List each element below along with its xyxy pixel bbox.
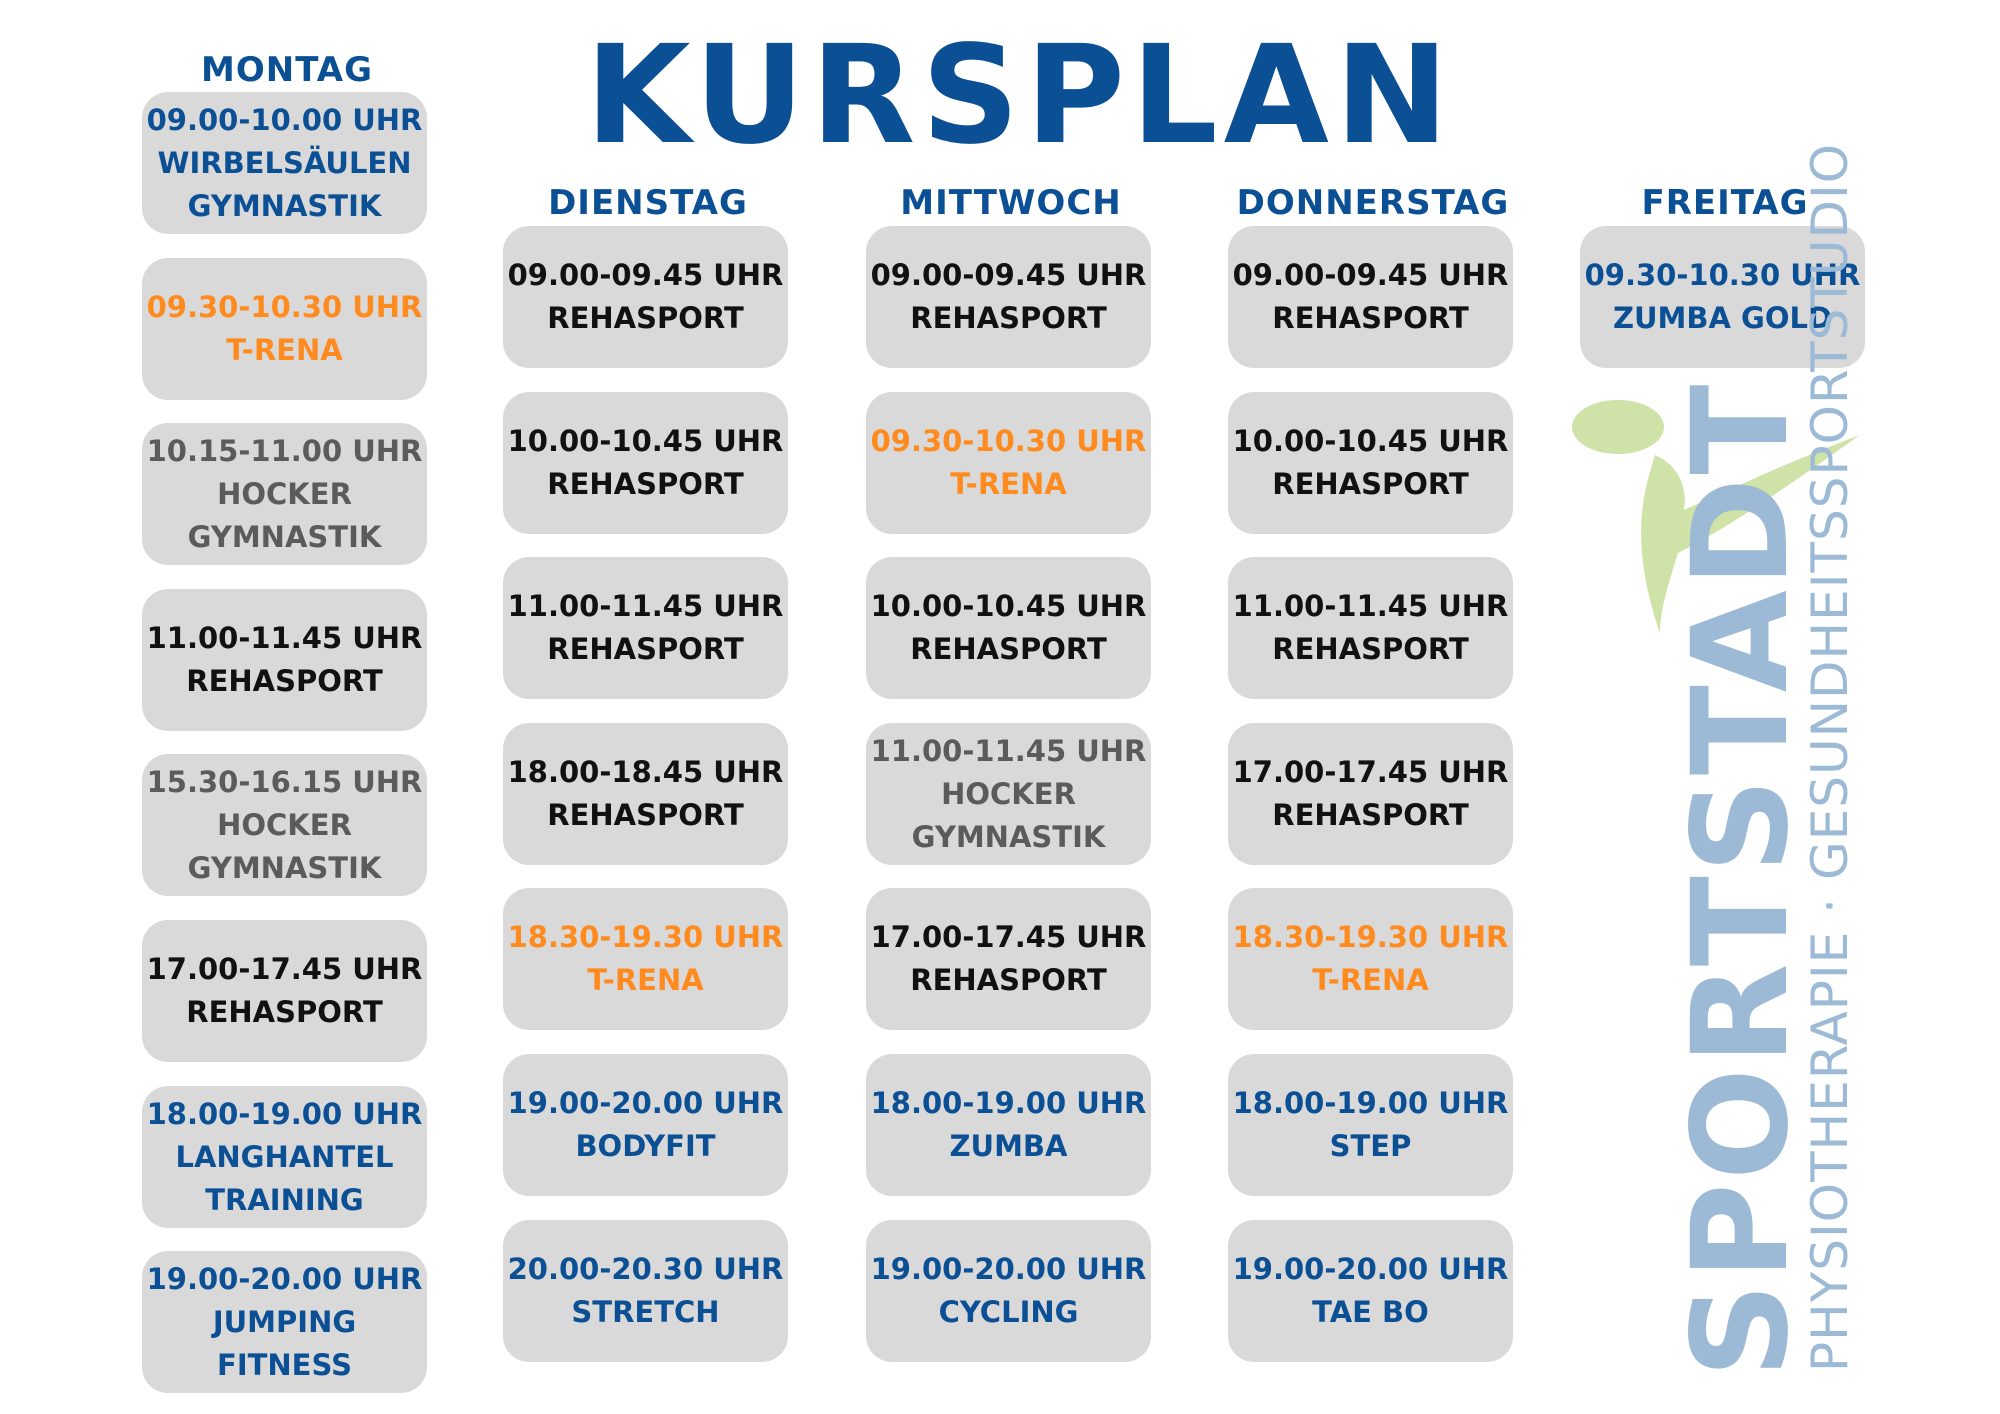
class-time: 09.00-10.00 UHR xyxy=(146,102,423,137)
class-name: T-RENA xyxy=(1312,963,1429,997)
class-name: REHASPORT xyxy=(1272,798,1469,832)
class-name: REHASPORT xyxy=(1272,301,1469,335)
class-card xyxy=(866,1220,1151,1362)
class-name: REHASPORT xyxy=(547,632,744,666)
class-name: HOCKER xyxy=(217,807,352,842)
class-name: LANGHANTEL xyxy=(175,1139,394,1174)
class-time: 15.30-16.15 UHR xyxy=(146,764,423,799)
class-name: HOCKER xyxy=(217,476,352,511)
class-time: 19.00-20.00 UHR xyxy=(146,1261,423,1296)
class-card xyxy=(142,423,427,565)
class-card xyxy=(142,920,427,1062)
class-time: 09.30-10.30 UHR xyxy=(146,290,423,324)
class-card xyxy=(503,1220,788,1362)
class-time: 19.00-20.00 UHR xyxy=(1232,1252,1509,1286)
class-card xyxy=(142,92,427,234)
class-name: REHASPORT xyxy=(910,301,1107,335)
class-card xyxy=(1228,723,1513,865)
class-time: 18.30-19.30 UHR xyxy=(1232,920,1509,954)
class-name: BODYFIT xyxy=(575,1129,716,1163)
logo-tagline: PHYSIOTHERAPIE · GESUNDHEITSSPORTSTUDIO xyxy=(1801,142,1859,1372)
class-name: GYMNASTIK xyxy=(187,519,382,554)
class-name: REHASPORT xyxy=(186,664,383,698)
class-time: 10.00-10.45 UHR xyxy=(870,589,1147,623)
class-time: 10.15-11.00 UHR xyxy=(146,433,423,468)
class-time: 17.00-17.45 UHR xyxy=(1232,755,1509,789)
class-time: 09.00-09.45 UHR xyxy=(507,258,784,292)
class-time: 18.00-19.00 UHR xyxy=(870,1086,1147,1120)
class-card xyxy=(503,557,788,699)
class-name: STEP xyxy=(1329,1129,1412,1163)
class-card xyxy=(866,392,1151,534)
class-time: 09.30-10.30 UHR xyxy=(1584,258,1861,292)
class-time: 11.00-11.45 UHR xyxy=(1232,589,1509,623)
class-time: 09.30-10.30 UHR xyxy=(870,424,1147,458)
class-name: ZUMBA GOLD xyxy=(1612,301,1833,335)
class-name: REHASPORT xyxy=(547,301,744,335)
class-card xyxy=(503,888,788,1030)
class-time: 11.00-11.45 UHR xyxy=(870,733,1147,768)
class-card xyxy=(866,888,1151,1030)
class-time: 11.00-11.45 UHR xyxy=(146,621,423,655)
class-name: WIRBELSÄULEN xyxy=(157,145,412,180)
class-name: ZUMBA xyxy=(949,1129,1068,1163)
class-name: GYMNASTIK xyxy=(911,819,1106,854)
class-card xyxy=(503,226,788,368)
class-name: REHASPORT xyxy=(186,995,383,1029)
class-name: CYCLING xyxy=(938,1295,1079,1329)
class-name: T-RENA xyxy=(950,467,1067,501)
class-name: REHASPORT xyxy=(910,963,1107,997)
class-name: HOCKER xyxy=(941,776,1076,811)
class-card xyxy=(1228,1054,1513,1196)
class-card xyxy=(503,392,788,534)
class-card xyxy=(142,1086,427,1228)
class-time: 17.00-17.45 UHR xyxy=(870,920,1147,954)
class-time: 18.00-19.00 UHR xyxy=(1232,1086,1509,1120)
class-time: 20.00-20.30 UHR xyxy=(507,1252,784,1286)
class-time: 19.00-20.00 UHR xyxy=(870,1252,1147,1286)
class-card xyxy=(866,557,1151,699)
day-header-montag: MONTAG xyxy=(201,50,373,90)
class-time: 19.00-20.00 UHR xyxy=(507,1086,784,1120)
logo-name: SPORTSTADT xyxy=(1664,381,1818,1378)
class-card xyxy=(142,1251,427,1393)
class-card xyxy=(503,723,788,865)
day-header-mittwoch: MITTWOCH xyxy=(900,183,1122,223)
class-time: 10.00-10.45 UHR xyxy=(1232,424,1509,458)
class-time: 18.00-18.45 UHR xyxy=(507,755,784,789)
class-name: REHASPORT xyxy=(547,798,744,832)
class-time: 09.00-09.45 UHR xyxy=(870,258,1147,292)
class-name: REHASPORT xyxy=(910,632,1107,666)
class-time: 18.30-19.30 UHR xyxy=(507,920,784,954)
class-name: STRETCH xyxy=(571,1295,720,1329)
class-time: 10.00-10.45 UHR xyxy=(507,424,784,458)
class-card xyxy=(866,723,1151,865)
class-time: 09.00-09.45 UHR xyxy=(1232,258,1509,292)
class-name: T-RENA xyxy=(587,963,704,997)
class-name: REHASPORT xyxy=(1272,632,1469,666)
class-name: TRAINING xyxy=(205,1182,364,1217)
class-time: 11.00-11.45 UHR xyxy=(507,589,784,623)
class-card xyxy=(866,1054,1151,1196)
class-card xyxy=(1228,1220,1513,1362)
class-name: T-RENA xyxy=(226,333,343,367)
class-card xyxy=(1228,557,1513,699)
day-header-freitag: FREITAG xyxy=(1641,183,1809,223)
class-card xyxy=(142,258,427,400)
class-name: JUMPING xyxy=(212,1304,357,1339)
logo-head xyxy=(1572,400,1664,454)
class-time: 17.00-17.45 UHR xyxy=(146,952,423,986)
class-name: REHASPORT xyxy=(547,467,744,501)
class-name: GYMNASTIK xyxy=(187,850,382,885)
class-card xyxy=(1228,888,1513,1030)
class-card xyxy=(1228,226,1513,368)
day-header-donnerstag: DONNERSTAG xyxy=(1236,183,1510,223)
class-time: 18.00-19.00 UHR xyxy=(146,1096,423,1131)
class-card xyxy=(142,589,427,731)
class-card xyxy=(142,754,427,896)
page-title: KURSPLAN xyxy=(585,17,1455,175)
class-name: REHASPORT xyxy=(1272,467,1469,501)
class-name: TAE BO xyxy=(1312,1295,1429,1329)
class-card xyxy=(503,1054,788,1196)
class-name: FITNESS xyxy=(217,1347,352,1382)
class-card xyxy=(1228,392,1513,534)
class-card xyxy=(866,226,1151,368)
class-name: GYMNASTIK xyxy=(187,188,382,223)
day-header-dienstag: DIENSTAG xyxy=(548,183,748,223)
